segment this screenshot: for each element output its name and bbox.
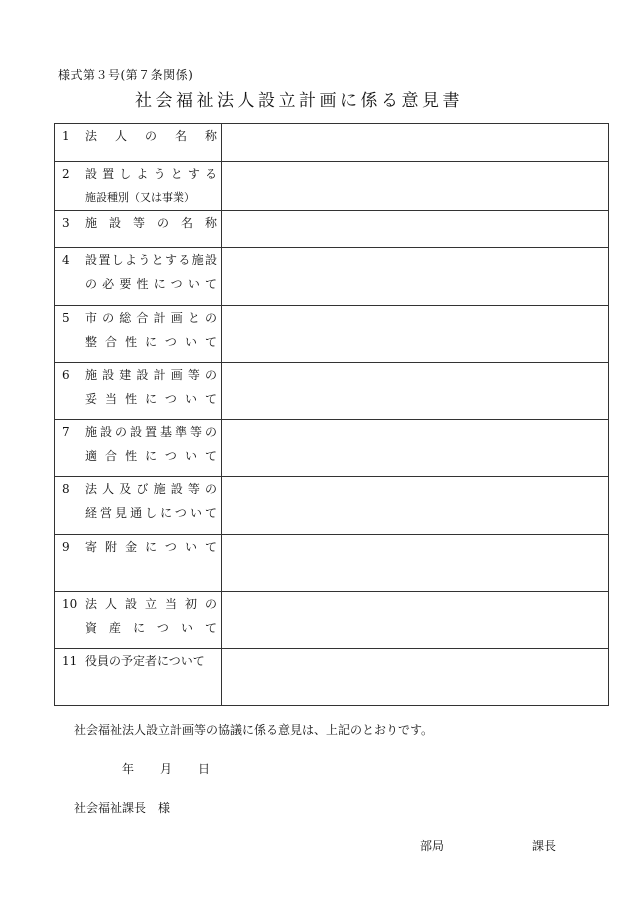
department-label: 部局 (420, 839, 445, 853)
opinion-statement: 社会福祉法人設立計画等の協議に係る意見は、上記のとおりです。 (74, 723, 434, 737)
item-label-line: 設置しようとする (85, 167, 217, 181)
item-label-cell (55, 363, 222, 420)
item-label-line: の必要性について (85, 277, 217, 291)
form-row (55, 649, 609, 706)
item-label-line: 経営見通しについて (85, 506, 217, 520)
item-label-line: 整合性について (85, 335, 217, 349)
item-label-line: 施設の設置基準等の (85, 425, 217, 439)
item-number: 8 (62, 482, 70, 496)
item-label-cell (55, 592, 222, 649)
item-value-cell[interactable] (222, 535, 609, 592)
item-number: 2 (62, 167, 70, 181)
item-label-cell (55, 124, 222, 162)
item-label-cell (55, 649, 222, 706)
form-row (55, 124, 609, 162)
form-row (55, 306, 609, 363)
item-value-cell[interactable] (222, 248, 609, 306)
item-label-line: 施設建設計画等の (85, 368, 217, 382)
form-row (55, 248, 609, 306)
form-row (55, 420, 609, 477)
item-label-cell (55, 211, 222, 248)
addressee: 社会福祉課長 様 (74, 801, 171, 815)
item-label-line: 設置しようとする施設 (85, 253, 217, 267)
form-row (55, 211, 609, 248)
item-number: 5 (62, 311, 70, 325)
item-label-cell (55, 306, 222, 363)
item-value-cell[interactable] (222, 162, 609, 211)
item-label-cell (55, 477, 222, 535)
item-number: 6 (62, 368, 70, 382)
item-number: 3 (62, 216, 70, 230)
form-row (55, 535, 609, 592)
item-label-line: 法人設立当初の (85, 597, 217, 611)
item-label-line: 寄附金について (85, 540, 217, 554)
item-number: 4 (62, 253, 70, 267)
date-year-label: 年 (122, 762, 135, 776)
item-value-cell[interactable] (222, 306, 609, 363)
item-label-line: 役員の予定者について (85, 654, 205, 668)
item-value-cell[interactable] (222, 211, 609, 248)
item-number: 10 (62, 597, 78, 611)
item-value-cell[interactable] (222, 649, 609, 706)
item-value-cell[interactable] (222, 477, 609, 535)
form-row (55, 363, 609, 420)
item-value-cell[interactable] (222, 124, 609, 162)
item-label-line: 施 設 等 の 名 称 (85, 216, 218, 230)
item-number: 7 (62, 425, 70, 439)
item-label-line: 適合性について (85, 449, 217, 463)
item-label-line: 施設種別（又は事業） (85, 191, 195, 204)
section-chief-label: 課長 (532, 839, 557, 853)
item-value-cell[interactable] (222, 592, 609, 649)
item-number: 1 (62, 129, 70, 143)
form-row (55, 592, 609, 649)
item-label-cell (55, 162, 222, 211)
item-number: 11 (62, 654, 78, 668)
form-row (55, 477, 609, 535)
item-label-line: 資産について (85, 621, 217, 635)
item-value-cell[interactable] (222, 363, 609, 420)
opinion-form-table (54, 123, 609, 706)
item-label-cell (55, 248, 222, 306)
item-value-cell[interactable] (222, 420, 609, 477)
form-row (55, 162, 609, 211)
item-label-line: 法 人 の 名 称 (85, 129, 217, 143)
item-number: 9 (62, 540, 70, 554)
item-label-line: 市の総合計画との (85, 311, 217, 325)
item-label-cell (55, 420, 222, 477)
form-number: 様式第３号(第７条関係) (58, 68, 194, 82)
item-label-cell (55, 535, 222, 592)
item-label-line: 法人及び施設等の (85, 482, 217, 496)
date-month-label: 月 (160, 762, 173, 776)
document-title: 社会福祉法人設立計画に係る意見書 (135, 91, 463, 111)
date-day-label: 日 (198, 762, 211, 776)
item-label-line: 妥当性について (85, 392, 217, 406)
